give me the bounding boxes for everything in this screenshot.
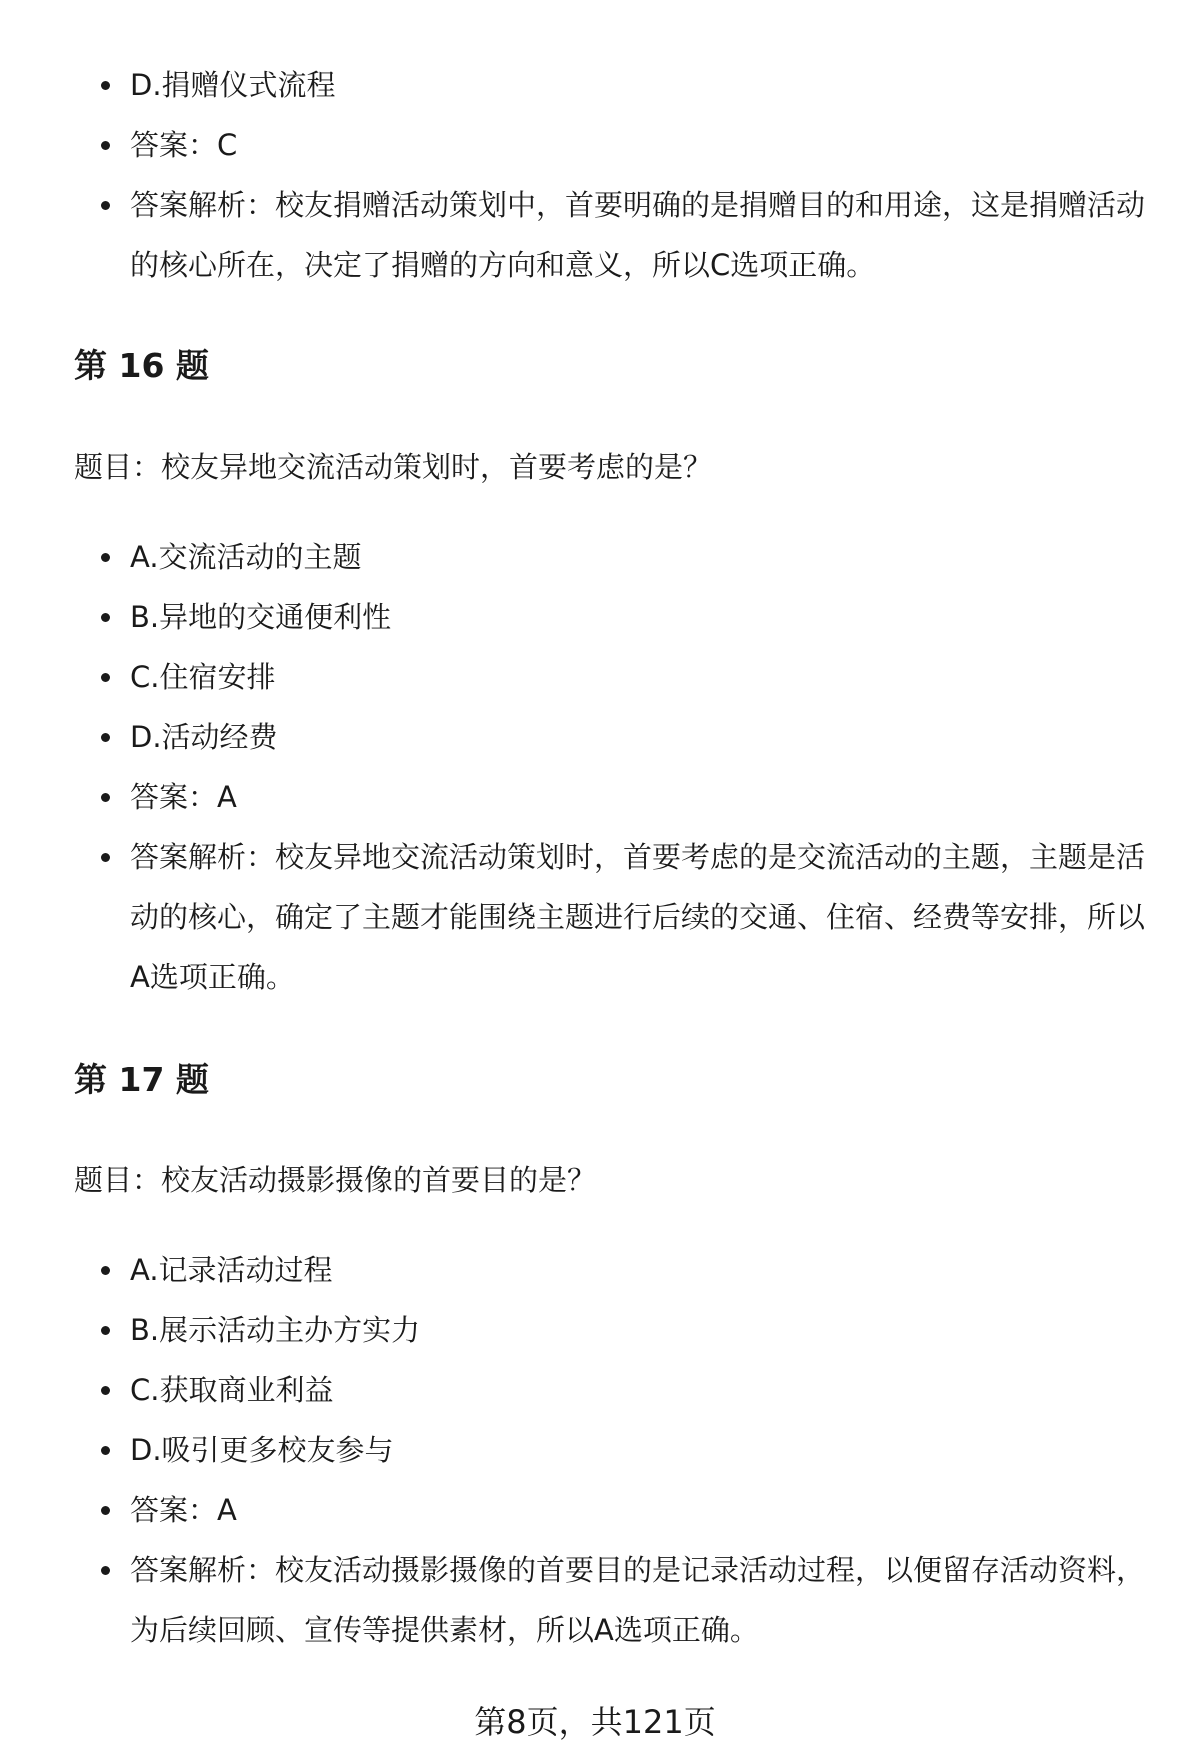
question-heading-16: 第 16 题 xyxy=(74,346,209,385)
bullet-icon xyxy=(101,1566,110,1575)
bullet-icon xyxy=(101,201,110,210)
page-number-footer: 第8页，共121页 xyxy=(474,1703,716,1741)
bullet-icon xyxy=(101,1326,110,1335)
question-text-17: 题目：校友活动摄影摄像的首要目的是？ xyxy=(74,1163,597,1197)
question-text-16: 题目：校友异地交流活动策划时，首要考虑的是？ xyxy=(74,450,713,484)
answer-explanation: 答案解析：校友活动摄影摄像的首要目的是记录活动过程，以便留存活动资料，为后续回顾、宣传等提供素材，所以A选项正确。 xyxy=(0,1540,1190,1660)
option-d: D.活动经费 xyxy=(0,707,1190,767)
bullet-icon xyxy=(101,793,110,802)
answer-explanation: 答案解析：校友捐赠活动策划中，首要明确的是捐赠目的和用途，这是捐赠活动的核心所在，决定了捐赠的方向和意义，所以C选项正确。 xyxy=(0,175,1190,295)
bullet-icon xyxy=(101,1506,110,1515)
bullet-icon xyxy=(101,733,110,742)
q16-options-list xyxy=(0,527,1190,1007)
question-heading-17: 第 17 题 xyxy=(74,1060,209,1099)
bullet-icon xyxy=(101,81,110,90)
option-b: B.异地的交通便利性 xyxy=(0,587,1190,647)
q15-tail-list xyxy=(0,55,1190,295)
bullet-icon xyxy=(101,141,110,150)
bullet-icon xyxy=(101,1266,110,1275)
bullet-icon xyxy=(101,1386,110,1395)
bullet-icon xyxy=(101,673,110,682)
option-d: D.捐赠仪式流程 xyxy=(0,55,1190,115)
option-d: D.吸引更多校友参与 xyxy=(0,1420,1190,1480)
answer-explanation: 答案解析：校友异地交流活动策划时，首要考虑的是交流活动的主题，主题是活动的核心，确定了主题才能围绕主题进行后续的交通、住宿、经费等安排，所以A选项正确。 xyxy=(0,827,1190,1007)
answer: 答案：C xyxy=(0,115,1190,175)
bullet-icon xyxy=(101,553,110,562)
answer: 答案：A xyxy=(0,767,1190,827)
bullet-icon xyxy=(101,1446,110,1455)
answer: 答案：A xyxy=(0,1480,1190,1540)
option-a: A.记录活动过程 xyxy=(0,1240,1190,1300)
option-b: B.展示活动主办方实力 xyxy=(0,1300,1190,1360)
bullet-icon xyxy=(101,853,110,862)
option-c: C.住宿安排 xyxy=(0,647,1190,707)
option-a: A.交流活动的主题 xyxy=(0,527,1190,587)
option-c: C.获取商业利益 xyxy=(0,1360,1190,1420)
bullet-icon xyxy=(101,613,110,622)
q17-options-list xyxy=(0,1240,1190,1660)
